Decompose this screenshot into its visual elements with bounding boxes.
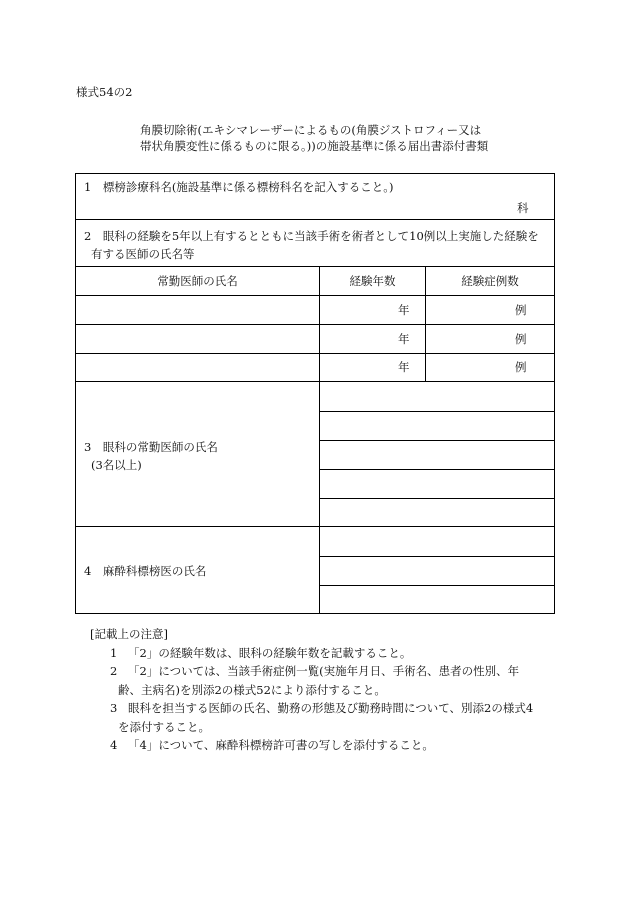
note-item [90, 662, 558, 699]
divider [76, 219, 554, 220]
note-number: 1 [110, 645, 118, 660]
note-item [90, 736, 558, 755]
anesthesiologist-name-field[interactable] [320, 527, 554, 556]
note-text-continued: を添付すること。 [118, 719, 210, 734]
title-line-2: 帯状角膜変性に係るものに限る。))の施設基準に係る届出書添付書類 [140, 139, 489, 153]
section-1-label: 1 標榜診療科名(施設基準に係る標榜科名を記入すること。) [84, 180, 394, 194]
divider [76, 266, 554, 267]
note-text: 「2」については、当該手術症例一覧(実施年月日、手術名、患者の性別、年 [128, 664, 520, 678]
doctor-name-field[interactable] [76, 325, 319, 353]
years-unit: 年 [398, 360, 410, 374]
header-case-count: 経験症例数 [461, 274, 519, 288]
note-text: 「2」の経験年数は、眼科の経験年数を記載すること。 [128, 645, 412, 660]
years-unit: 年 [398, 332, 410, 346]
note-item [90, 699, 558, 736]
note-text: 「4」について、麻酔科標榜許可書の写しを添付すること。 [128, 738, 434, 752]
ophthalmologist-name-field[interactable] [320, 382, 554, 411]
section-4-label: 4 麻酔科標榜医の氏名 [84, 564, 207, 578]
ophthalmologist-name-field[interactable] [320, 470, 554, 498]
anesthesiologist-name-field[interactable] [320, 557, 554, 585]
note-number: 2 [110, 664, 118, 678]
note-text-continued: 齢、主病名)を別添2の様式52により添付すること。 [118, 682, 386, 697]
ophthalmologist-name-field[interactable] [320, 412, 554, 440]
note-text: 眼科を担当する医師の氏名、勤務の形態及び勤務時間について、別添2の様式4 [128, 701, 534, 715]
form-number: 様式54の2 [76, 85, 133, 99]
section-2-label-line-1: 2 眼科の経験を5年以上有するとともに当該手術を術者として10例以上実施した経験を [84, 229, 539, 243]
header-doctor-name: 常勤医師の氏名 [157, 274, 238, 288]
section-1-suffix: 科 [517, 201, 529, 215]
ophthalmologist-name-field[interactable] [320, 441, 554, 469]
header-years-experience: 経験年数 [349, 274, 396, 288]
cases-unit: 例 [515, 303, 527, 317]
notes-heading: [記載上の注意] [90, 627, 168, 641]
application-form-table [75, 173, 555, 614]
years-unit: 年 [398, 303, 410, 317]
document-title [140, 122, 520, 154]
doctor-name-field[interactable] [76, 354, 319, 381]
section-3-note: (3名以上) [91, 458, 142, 472]
section-2-label-line-2: 有する医師の氏名等 [91, 247, 195, 261]
ophthalmologist-name-field[interactable] [320, 499, 554, 526]
anesthesiologist-name-field[interactable] [320, 586, 554, 613]
cases-unit: 例 [515, 332, 527, 346]
note-number: 3 [110, 701, 118, 715]
note-number: 4 [110, 738, 118, 752]
title-line-1: 角膜切除術(エキシマレーザーによるもの(角膜ジストロフィー又は [140, 123, 482, 137]
section-3-label: 3 眼科の常勤医師の氏名 [84, 440, 218, 454]
doctor-name-field[interactable] [76, 296, 319, 324]
specialty-name-field[interactable] [76, 196, 506, 218]
note-item [90, 644, 558, 663]
cases-unit: 例 [515, 360, 527, 374]
notes-section [90, 625, 558, 755]
